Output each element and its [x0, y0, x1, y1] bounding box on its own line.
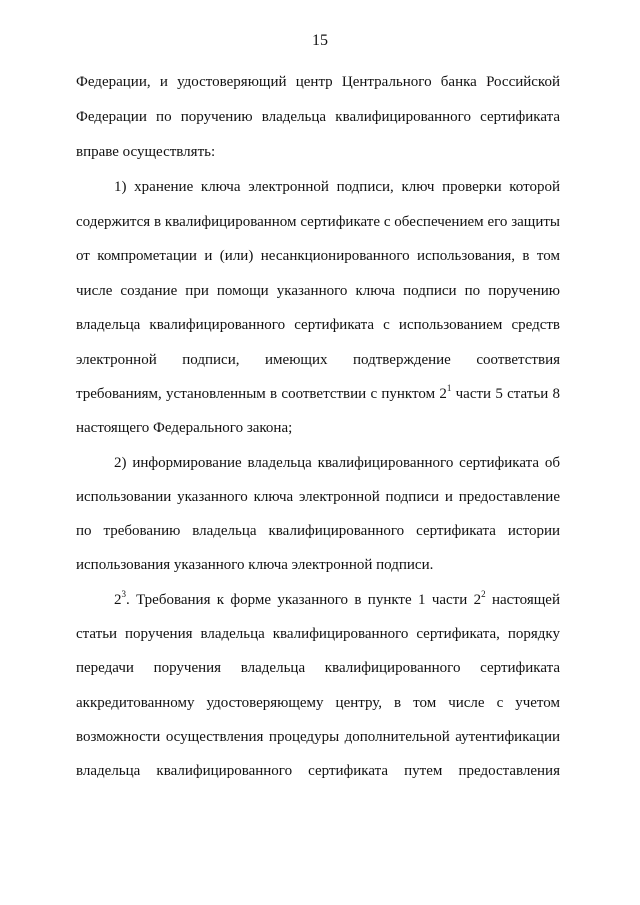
text-line: Федерации по поручению владельца квалифицированного сертификата [76, 109, 560, 125]
text-line: аккредитованному удостоверяющему центру, в том числе с учетом [76, 695, 560, 711]
text-fragment: требованиям, установленным в соответствии с пунктом 2 [76, 386, 447, 402]
text-line: по требованию владельца квалифицированного сертификата истории [76, 523, 560, 539]
text-line [114, 590, 560, 610]
text-line: использования указанного ключа электронной подписи. [76, 557, 434, 573]
text-line: владельца квалифицированного сертификата с использованием средств [76, 317, 560, 333]
text-line: владельца квалифицированного сертификата путем предоставления [76, 763, 560, 779]
text-fragment: 2 [114, 592, 122, 608]
text-line: вправе осуществлять: [76, 144, 216, 160]
text-line: электронной подписи, имеющих подтверждение соответствия [76, 352, 560, 368]
superscript: 1 [446, 383, 452, 393]
text-line: от компрометации и (или) несанкционированного использования, в том [76, 248, 560, 264]
text-fragment: . Требования к форме указанного в пункте 1 части 2 [126, 592, 482, 608]
text-line: настоящего Федерального закона; [76, 420, 293, 436]
superscript: 2 [481, 589, 486, 599]
page-number: 15 [312, 32, 328, 49]
text-line: передачи поручения владельца квалифицированного сертификата [76, 660, 560, 676]
superscript: 3 [121, 589, 126, 599]
text-line: статьи поручения владельца квалифицированного сертификата, порядку [76, 626, 560, 642]
text-line: 2) информирование владельца квалифицированного сертификата об [114, 455, 560, 471]
text-line: 1) хранение ключа электронной подписи, ключ проверки которой [114, 179, 560, 195]
text-line: Федерации, и удостоверяющий центр Центрального банка Российской [76, 74, 560, 90]
text-line: содержится в квалифицированном сертификате с обеспечением его защиты [76, 214, 560, 230]
text-line: возможности осуществления процедуры дополнительной аутентификации [76, 729, 560, 745]
text-fragment: части 5 статьи 8 [451, 386, 560, 402]
text-fragment: настоящей [485, 592, 560, 608]
text-line [76, 384, 560, 404]
text-line: числе создание при помощи указанного ключа подписи по поручению [76, 283, 560, 299]
text-line: использовании указанного ключа электронной подписи и предоставление [76, 489, 560, 505]
